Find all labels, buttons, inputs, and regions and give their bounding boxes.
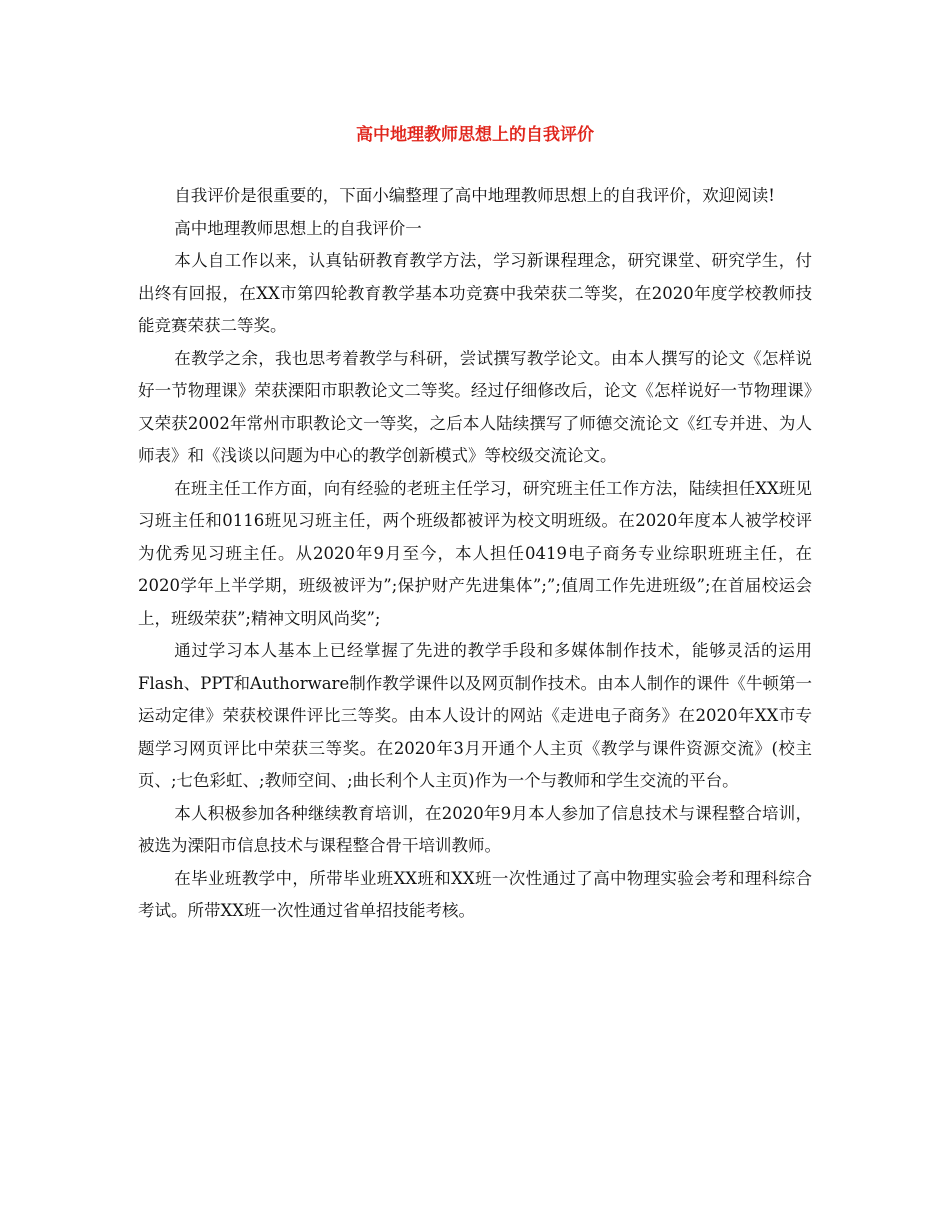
document-body	[138, 180, 812, 928]
body-paragraph: 在班主任工作方面，向有经验的老班主任学习，研究班主任工作方法，陆续担任XX班见习班主任和0116班见习班主任，两个班级都被评为校文明班级。在2020年度本人被学校评为优秀见习班主任。从2020年9月至今，本人担任0419电子商务专业综职班班主任，在2020学年上半学期，班级被评为”;保护财产先进集体”;”;值周工作先进班级”;在首届校运会上，班级荣获”;精神文明风尚奖”;	[138, 478, 812, 628]
document-title: 高中地理教师思想上的自我评价	[356, 125, 594, 145]
body-paragraph: 本人自工作以来，认真钻研教育教学方法，学习新课程理念，研究课堂、研究学生，付出终有回报，在XX市第四轮教育教学基本功竞赛中我荣获二等奖，在2020年度学校教师技能竞赛荣获二等奖。	[138, 251, 812, 335]
body-paragraph: 在教学之余，我也思考着教学与科研，尝试撰写教学论文。由本人撰写的论文《怎样说好一节物理课》荣获溧阳市职教论文二等奖。经过仔细修改后，论文《怎样说好一节物理课》又荣获2002年常州市职教论文一等奖，之后本人陆续撰写了师德交流论文《红专并进、为人师表》和《浅谈以问题为中心的教学创新模式》等校级交流论文。	[138, 348, 812, 465]
section-heading: 高中地理教师思想上的自我评价一	[174, 218, 422, 238]
intro-paragraph: 自我评价是很重要的，下面小编整理了高中地理教师思想上的自我评价，欢迎阅读!	[174, 186, 775, 205]
body-paragraph: 在毕业班教学中，所带毕业班XX班和XX班一次性通过了高中物理实验会考和理科综合考试。所带XX班一次性通过省单招技能考核。	[138, 868, 812, 920]
body-paragraph: 本人积极参加各种继续教育培训，在2020年9月本人参加了信息技术与课程整合培训，被选为溧阳市信息技术与课程整合骨干培训教师。	[138, 803, 812, 855]
body-paragraph: 通过学习本人基本上已经掌握了先进的教学手段和多媒体制作技术，能够灵活的运用Flash、PPT和Authorware制作教学课件以及网页制作技术。由本人制作的课件《牛顿第一运动定律》荣获校课件评比三等奖。由本人设计的网站《走进电子商务》在2020年XX市专题学习网页评比中荣获三等奖。在2020年3月开通个人主页《教学与课件资源交流》(校主页、;七色彩虹、;教师空间、;曲长利个人主页)作为一个与教师和学生交流的平台。	[138, 641, 812, 790]
